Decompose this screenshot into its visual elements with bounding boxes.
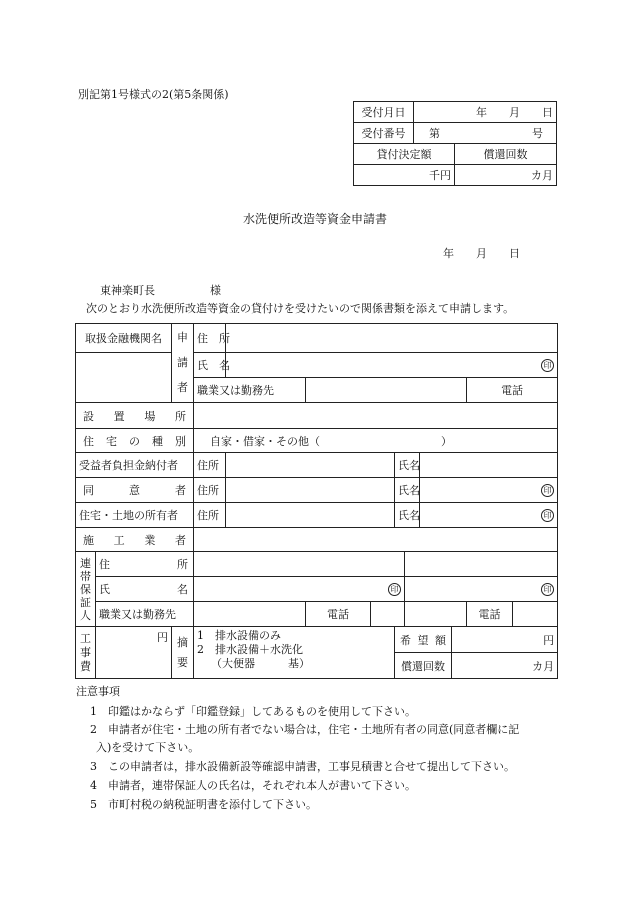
guarantor2-address-field[interactable] (405, 552, 558, 577)
consent-name-label: 氏名 (395, 478, 420, 503)
summary-label: 摘 要 (172, 627, 194, 679)
consent-name-field[interactable] (420, 478, 558, 503)
guarantor1-occupation-field[interactable] (194, 601, 306, 626)
reception-date-field[interactable]: 年 月 日 (414, 102, 557, 123)
beneficiary-name-field[interactable] (420, 453, 558, 478)
applicant-label: 申 請 者 (172, 324, 194, 403)
seal-icon: 印 (388, 583, 401, 596)
guarantor1-phone-field[interactable] (371, 601, 405, 626)
note-3: 3 この申請者は，排水設備新設等確認申請書，工事見積書と合せて提出して下さい。 (90, 760, 515, 773)
summary-options[interactable] (194, 627, 395, 679)
seal-icon: 印 (541, 484, 554, 497)
loan-amount-field[interactable]: 千円 (354, 165, 455, 186)
contractor-field[interactable] (194, 528, 558, 552)
note-5: 5 市町村税の納税証明書を添付して下さい。 (90, 798, 317, 811)
application-date[interactable]: 年 月 日 (443, 247, 520, 260)
loan-amount-label: 貸付決定額 (354, 144, 455, 165)
guarantor-label: 連 帯 保 証 人 (76, 552, 96, 627)
repayment-count-label: 償還回数 (395, 653, 452, 679)
guarantor2-name-field[interactable] (405, 577, 558, 601)
owner-name-field[interactable] (420, 503, 558, 528)
applicant-phone-label: 電話 (467, 378, 558, 403)
consent-address-field[interactable] (226, 478, 395, 503)
applicant-name-label: 氏 名 (194, 353, 226, 378)
owner-name-label: 氏名 (395, 503, 420, 528)
summary-option-1: 1 排水設備のみ (197, 629, 281, 642)
guarantor1-address-field[interactable] (194, 552, 405, 577)
beneficiary-address-field[interactable] (226, 453, 395, 478)
guarantor1-name-field[interactable] (194, 577, 405, 601)
addressee: 東神楽町長 様 (100, 284, 221, 297)
form-reference: 別記第1号様式の2(第5条関係) (78, 88, 229, 101)
owner-address-field[interactable] (226, 503, 395, 528)
beneficiary-label: 受益者負担金納付者 (76, 453, 194, 478)
repayment-field[interactable]: カ月 (455, 165, 557, 186)
reception-date-label: 受付月日 (354, 102, 414, 123)
housing-type-options[interactable]: 自家・借家・その他（ ） (194, 429, 558, 453)
construction-cost-field[interactable]: 円 (96, 627, 172, 679)
applicant-address-field[interactable] (226, 324, 558, 353)
number-prefix: 第 (429, 127, 440, 140)
summary-option-2: 2 排水設備＋水洗化 (197, 643, 303, 656)
contractor-label: 施 工 業 者 (76, 528, 194, 552)
seal-icon: 印 (541, 583, 554, 596)
bank-field[interactable] (76, 353, 172, 403)
desired-amount-field[interactable]: 円 (452, 627, 558, 653)
owner-label: 住宅・土地の所有者 (76, 503, 194, 528)
note-1: 1 印鑑はかならず「印鑑登録」してあるものを使用して下さい。 (90, 705, 416, 718)
guarantor2-phone-label: 電話 (467, 601, 513, 626)
intro-text: 次のとおり水洗便所改造等資金の貸付けを受けたいので関係書類を添えて申請します。 (86, 302, 515, 315)
applicant-name-field[interactable] (226, 353, 558, 378)
application-form (75, 323, 558, 679)
repayment-count-field[interactable]: カ月 (452, 653, 558, 679)
owner-address-label: 住所 (194, 503, 226, 528)
guarantor-name-label: 氏 名 (96, 577, 194, 601)
note-2: 2 申請者が住宅・土地の所有者でない場合は，住宅・土地所有者の同意(同意者欄に記 (90, 723, 520, 736)
note-4: 4 申請者，連帯保証人の氏名は，それぞれ本人が書いて下さい。 (90, 779, 416, 792)
applicant-address-label: 住 所 (194, 324, 226, 353)
notes-heading: 注意事項 (76, 685, 120, 698)
consent-address-label: 住所 (194, 478, 226, 503)
form-title: 水洗便所改造等資金申請書 (242, 212, 387, 226)
reception-number-label: 受付番号 (354, 123, 414, 144)
seal-icon: 印 (541, 509, 554, 522)
guarantor1-phone-label: 電話 (306, 601, 371, 626)
guarantor2-phone-field[interactable] (513, 601, 558, 626)
guarantor-address-label: 住 所 (96, 552, 194, 577)
reception-number-field[interactable] (414, 123, 557, 144)
desired-amount-label: 希 望 額 (395, 627, 452, 653)
location-field[interactable] (194, 403, 558, 429)
housing-type-label: 住 宅 の 種 別 (76, 429, 194, 453)
consent-label: 同 意 者 (76, 478, 194, 503)
bank-label: 取扱金融機関名 (76, 324, 172, 353)
number-suffix: 号 (532, 127, 543, 140)
repayment-label: 償還回数 (455, 144, 557, 165)
note-2-cont: 入)を受けて下さい。 (96, 741, 200, 754)
summary-option-2-toilet: （大便器 基） (211, 657, 310, 670)
beneficiary-name-label: 氏名 (395, 453, 420, 478)
guarantor2-occupation-field[interactable] (405, 601, 467, 626)
applicant-occupation-label: 職業又は勤務先 (194, 378, 306, 403)
guarantor-occupation-label: 職業又は勤務先 (96, 601, 194, 626)
applicant-occupation-field[interactable] (306, 378, 467, 403)
beneficiary-address-label: 住所 (194, 453, 226, 478)
reception-box (353, 101, 557, 186)
construction-cost-label: 工 事 費 (76, 627, 96, 679)
location-label: 設 置 場 所 (76, 403, 194, 429)
seal-icon: 印 (541, 359, 554, 372)
